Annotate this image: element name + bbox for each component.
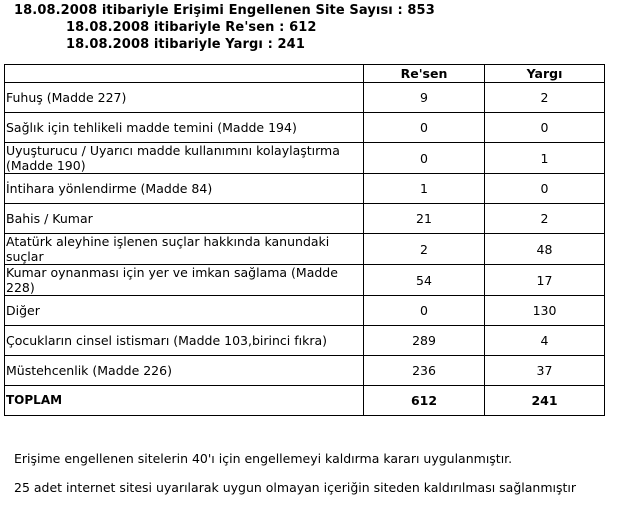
row-category: Sağlık için tehlikeli madde temini (Madde 194): [5, 113, 364, 143]
table-row: [5, 356, 605, 386]
row-category: Kumar oynanması için yer ve imkan sağlama (Madde 228): [5, 265, 364, 296]
table-row: [5, 143, 605, 174]
row-category: Müstehcenlik (Madde 226): [5, 356, 364, 386]
table-header-row: [5, 65, 605, 83]
row-resen-value: 236: [364, 356, 485, 386]
total-row: [5, 386, 605, 416]
row-resen-value: 0: [364, 113, 485, 143]
table-row: [5, 113, 605, 143]
row-category: Uyuşturucu / Uyarıcı madde kullanımını kolaylaştırma (Madde 190): [5, 143, 364, 174]
column-header-resen: Re'sen: [364, 65, 485, 83]
row-yargi-value: 17: [485, 265, 605, 296]
row-category: Atatürk aleyhine işlenen suçlar hakkında kanundaki suçlar: [5, 234, 364, 265]
row-category: İntihara yönlendirme (Madde 84): [5, 174, 364, 204]
row-resen-value: 9: [364, 83, 485, 113]
resen-count-heading: 18.08.2008 itibariyle Re'sen : 612: [66, 20, 317, 35]
yargi-count-heading: 18.08.2008 itibariyle Yargı : 241: [66, 37, 305, 52]
row-resen-value: 1: [364, 174, 485, 204]
table-row: [5, 83, 605, 113]
row-resen-value: 2: [364, 234, 485, 265]
total-label: TOPLAM: [5, 386, 364, 416]
row-category: Bahis / Kumar: [5, 204, 364, 234]
table-row: [5, 234, 605, 265]
row-resen-value: 54: [364, 265, 485, 296]
table-row: [5, 174, 605, 204]
row-yargi-value: 1: [485, 143, 605, 174]
row-yargi-value: 2: [485, 83, 605, 113]
row-category: Fuhuş (Madde 227): [5, 83, 364, 113]
table-row: [5, 296, 605, 326]
row-resen-value: 289: [364, 326, 485, 356]
row-resen-value: 0: [364, 143, 485, 174]
row-category: Diğer: [5, 296, 364, 326]
row-yargi-value: 4: [485, 326, 605, 356]
total-yargi-value: 241: [485, 386, 605, 416]
total-resen-value: 612: [364, 386, 485, 416]
row-yargi-value: 48: [485, 234, 605, 265]
column-header-category: [5, 65, 364, 83]
content-removal-note: 25 adet internet sitesi uyarılarak uygun olmayan içeriğin siteden kaldırılması sağlanmıştır: [14, 480, 577, 495]
row-resen-value: 21: [364, 204, 485, 234]
row-resen-value: 0: [364, 296, 485, 326]
total-blocked-heading: 18.08.2008 itibariyle Erişimi Engellenen Site Sayısı : 853: [14, 3, 435, 18]
row-yargi-value: 37: [485, 356, 605, 386]
row-yargi-value: 0: [485, 113, 605, 143]
table-row: [5, 265, 605, 296]
unblock-note: Erişime engellenen sitelerin 40'ı için engellemeyi kaldırma kararı uygulanmıştır.: [14, 451, 513, 466]
row-yargi-value: 0: [485, 174, 605, 204]
blocked-sites-table: [4, 64, 605, 416]
row-category: Çocukların cinsel istismarı (Madde 103,birinci fıkra): [5, 326, 364, 356]
row-yargi-value: 130: [485, 296, 605, 326]
row-yargi-value: 2: [485, 204, 605, 234]
column-header-yargi: Yargı: [485, 65, 605, 83]
table-row: [5, 204, 605, 234]
table-row: [5, 326, 605, 356]
